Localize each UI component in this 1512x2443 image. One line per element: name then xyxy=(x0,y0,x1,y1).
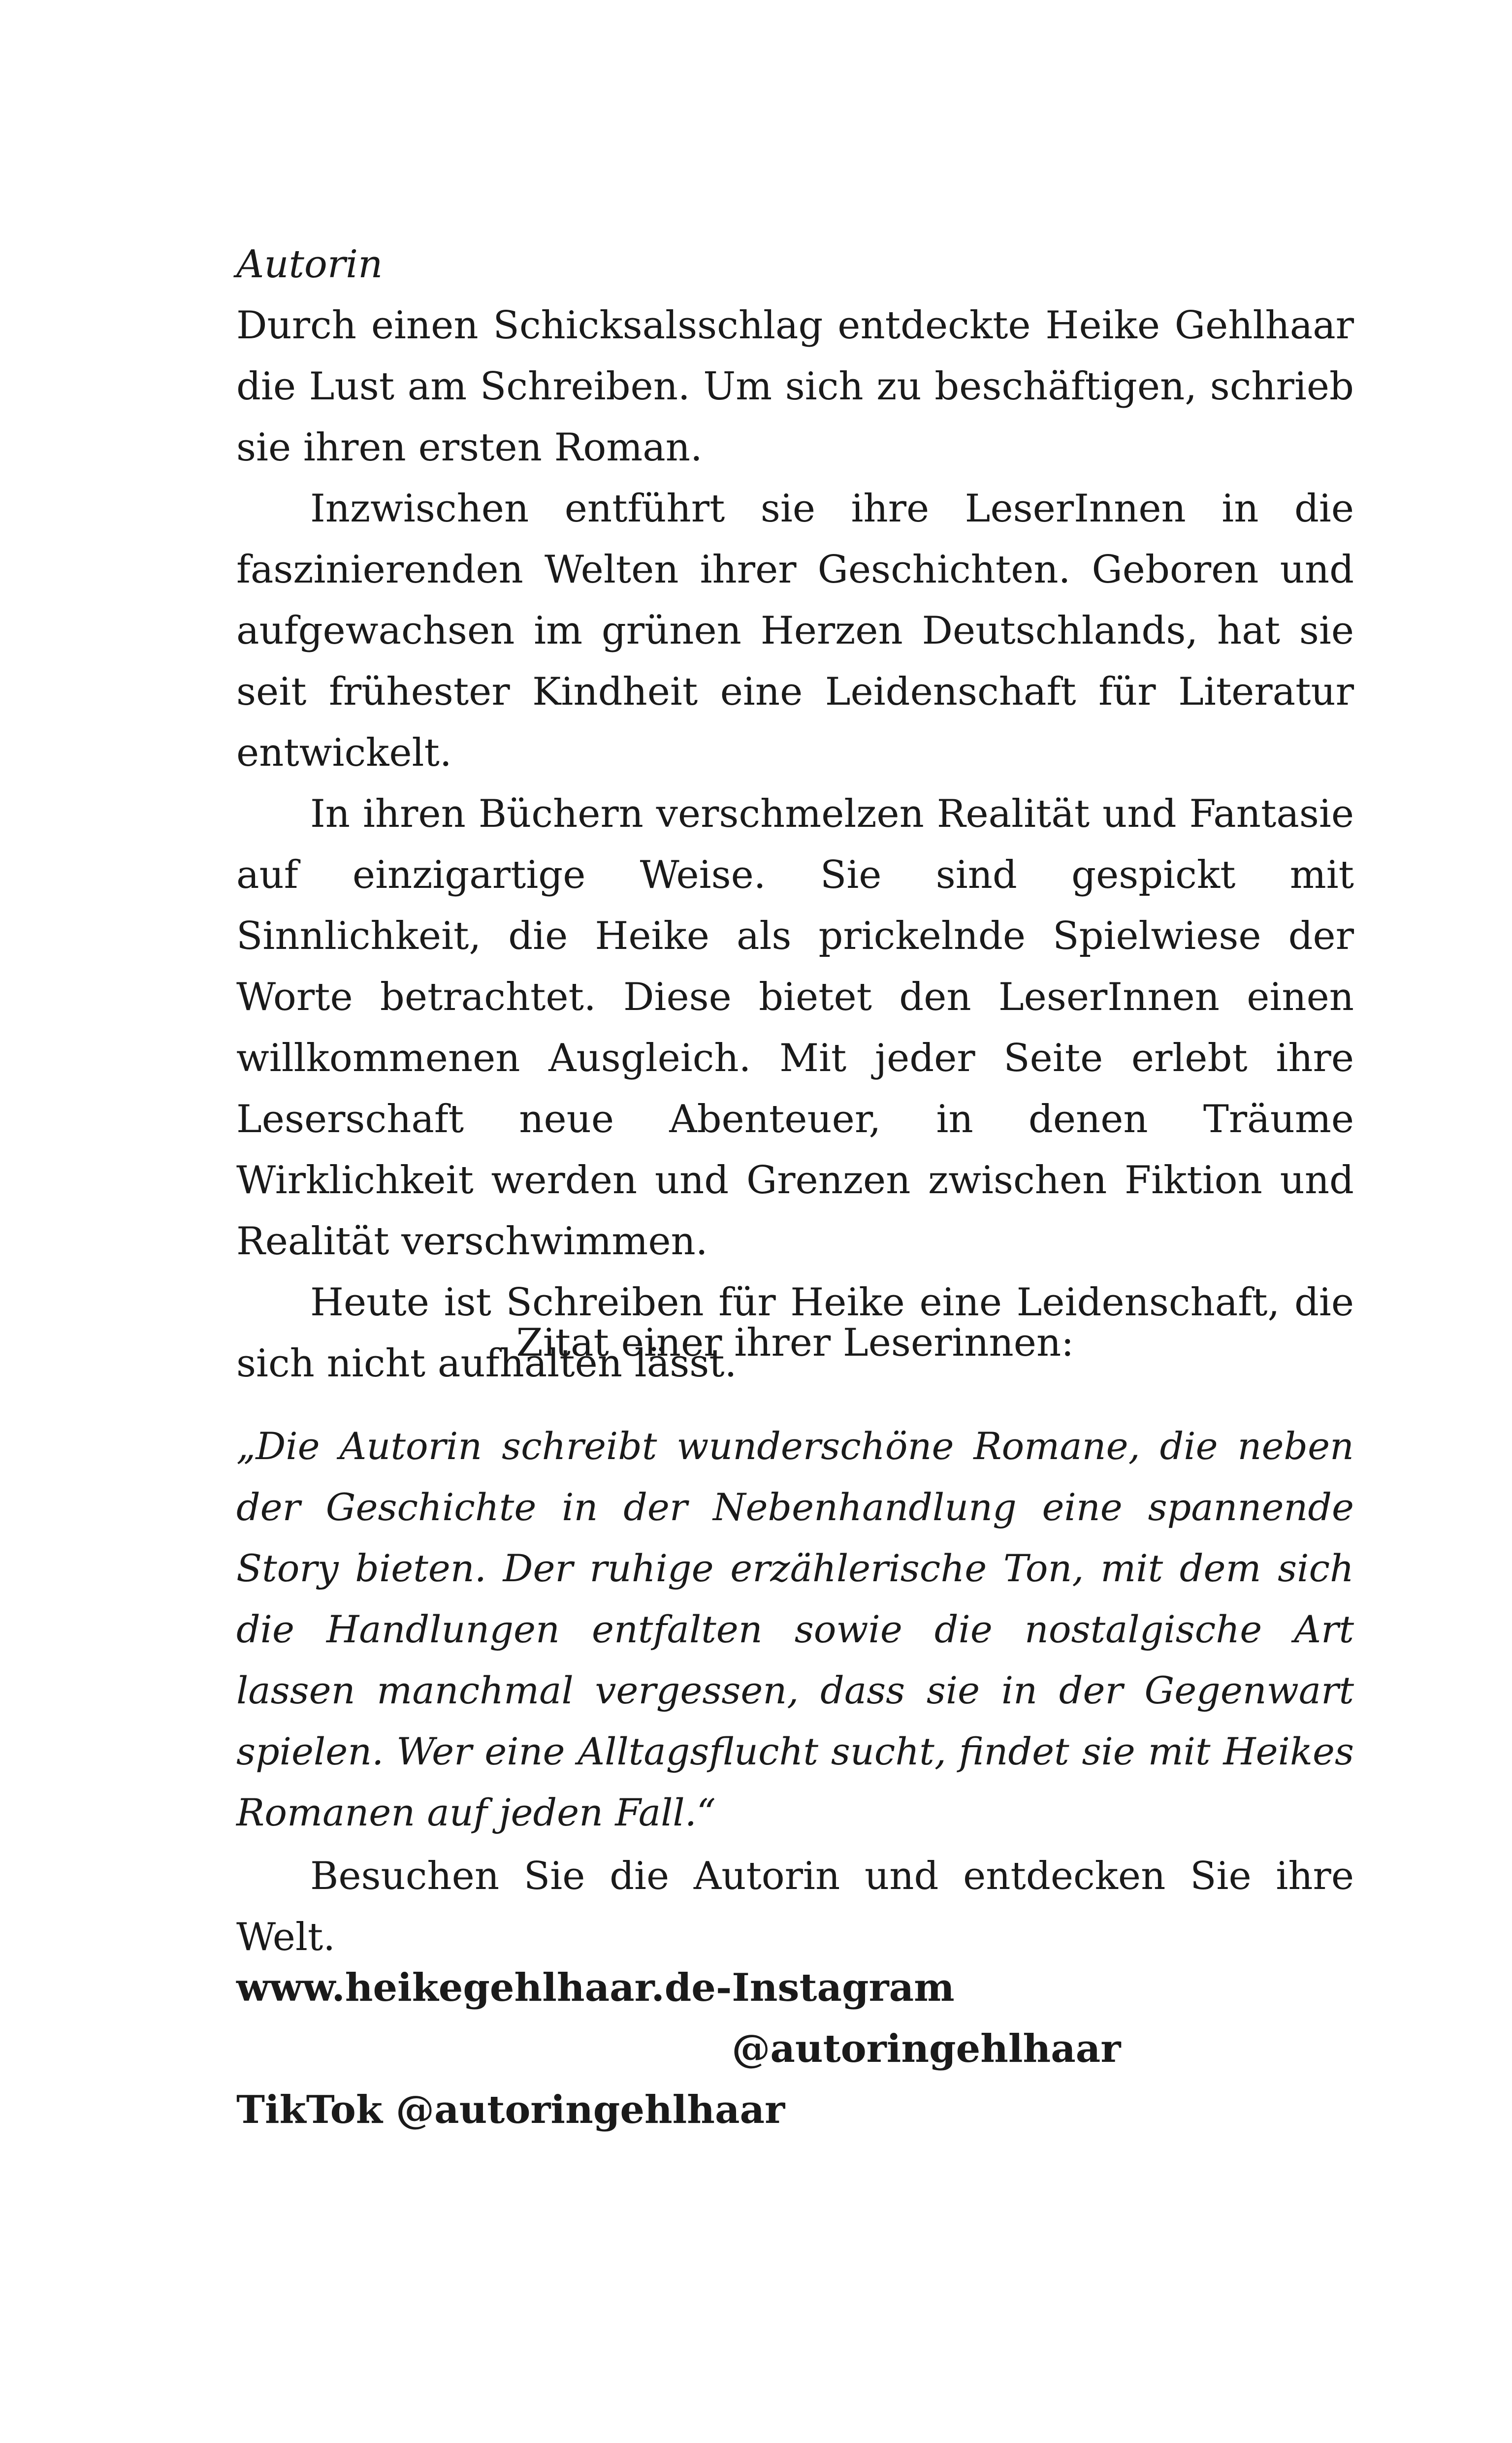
reader-quote: „Die Autorin schreibt wunderschöne Romane, die neben der Geschichte in der Nebenhandlung eine spannende Story bieten. Der ruhige erzählerische Ton, mit dem sich die Handlungen entfalten sowie die nostalgische Art lassen manchmal vergessen, dass sie in der Gegenwart spielen. Wer eine Alltagsflucht sucht, findet sie mit Heikes Romanen auf jeden Fall.“ xyxy=(236,1424,1354,1834)
quote-intro: Zitat einer ihrer Leserinnen: xyxy=(516,1321,1074,1365)
contact-links xyxy=(236,1957,1354,2141)
instagram-link[interactable]: Instagram @autoringehlhaar xyxy=(732,1965,1121,2071)
bio-paragraph-2: Inzwischen entführt sie ihre LeserInnen in die faszinierenden Welten ihrer Geschichten. Geboren und aufgewachsen im grünen Herzen Deutschlands, hat sie seit frühester Kindheit eine Leidenschaft für Literatur entwickelt. xyxy=(236,487,1354,775)
invitation-text: Besuchen Sie die Autorin und entdecken Sie ihre Welt. xyxy=(236,1854,1354,1959)
page-heading: Autorin xyxy=(236,242,383,287)
website-link[interactable]: www.heikegehlhaar.de xyxy=(236,1965,716,2010)
links-separator: - xyxy=(715,1965,732,2010)
tiktok-link[interactable]: TikTok @autoringehlhaar xyxy=(236,2087,785,2132)
bio-paragraph-4: Heute ist Schreiben für Heike eine Leidenschaft, die sich nicht aufhalten lässt. xyxy=(236,1280,1354,1386)
bio-paragraph-1: Durch einen Schicksalsschlag entdeckte Heike Gehlhaar die Lust am Schreiben. Um sich zu beschäftigen, schrieb sie ihren ersten Roman. xyxy=(236,303,1354,470)
links-line-1 xyxy=(236,1957,1354,2080)
bio-paragraph-3: In ihren Büchern verschmelzen Realität und Fantasie auf einzigartige Weise. Sie sind gespickt mit Sinnlichkeit, die Heike als prickelnde Spielwiese der Worte betrachtet. Diese bietet den LeserInnen einen willkommenen Ausgleich. Mit jeder Seite erlebt ihre Leserschaft neue Abenteuer, in denen Träume Wirklichkeit werden und Grenzen zwischen Fiktion und Realität verschwimmen. xyxy=(236,792,1354,1264)
author-bio xyxy=(236,295,1354,1394)
